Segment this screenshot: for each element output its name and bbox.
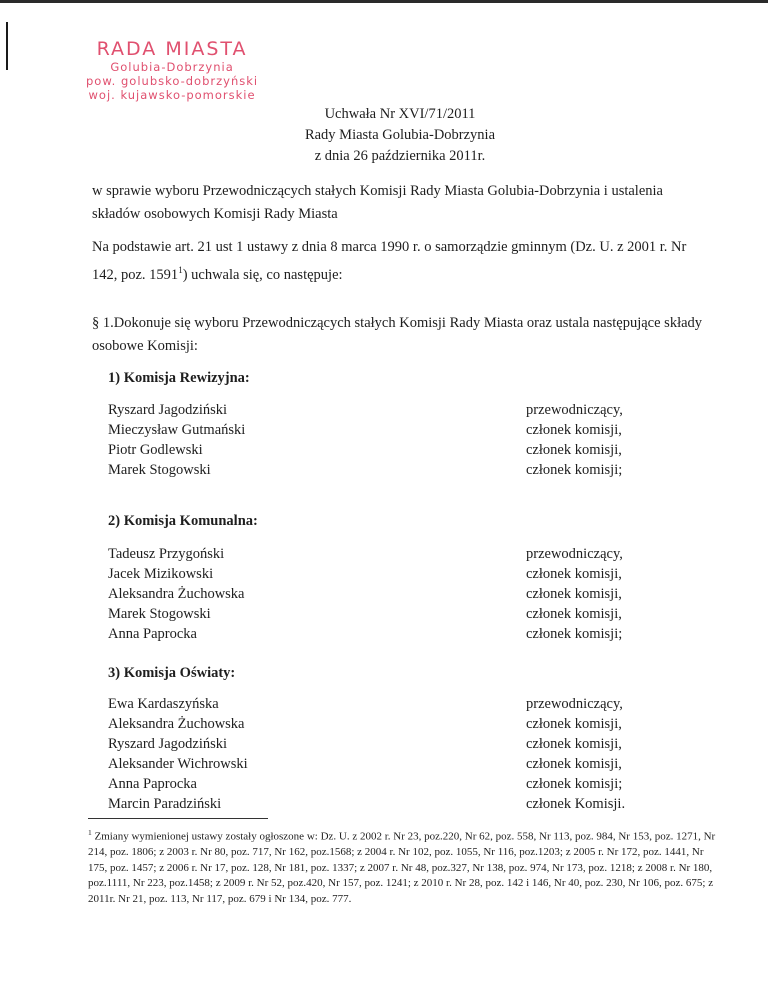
member-row <box>108 774 638 794</box>
committee-title-education: 3) Komisja Oświaty: <box>108 665 236 681</box>
member-name: Marcin Paradziński <box>108 796 222 812</box>
member-row <box>108 440 638 460</box>
member-name: Aleksander Wichrowski <box>108 756 248 772</box>
member-name: Piotr Godlewski <box>108 442 203 458</box>
stamp-title: RADA MIASTA <box>96 38 248 60</box>
paragraph-1: § 1.Dokonuje się wyboru Przewodniczących stałych Komisji Rady Miasta oraz ustala następujące składy osobowe Komisji: <box>92 315 703 354</box>
member-role: przewodniczący, <box>526 546 623 562</box>
legal-basis-tail: ) uchwala się, co następuje: <box>182 266 343 283</box>
member-role: członek komisji; <box>526 462 623 478</box>
member-row <box>108 714 638 734</box>
committee-members-communal <box>108 544 638 644</box>
member-row <box>108 604 638 624</box>
resolution-heading <box>0 104 768 167</box>
member-name: Anna Paprocka <box>108 776 197 792</box>
member-row <box>108 460 638 480</box>
resolution-issuer: Rady Miasta Golubia-Dobrzynia <box>304 127 496 143</box>
member-row <box>108 584 638 604</box>
member-row <box>108 624 638 644</box>
legal-basis-text: Na podstawie art. 21 ust 1 ustawy z dnia 8 marca 1990 r. o samorządzie gminnym (Dz. U. z 2001 r. Nr 142, poz. 1591 <box>92 239 687 283</box>
legal-basis <box>92 236 712 287</box>
member-row <box>108 564 638 584</box>
council-stamp <box>86 38 258 102</box>
resolution-number: Uchwała Nr XVI/71/2011 <box>324 106 476 122</box>
member-role: członek Komisji. <box>526 796 626 812</box>
member-row <box>108 400 638 420</box>
member-row <box>108 734 638 754</box>
member-name: Aleksandra Żuchowska <box>108 716 245 732</box>
member-row <box>108 544 638 564</box>
resolution-subject: w sprawie wyboru Przewodniczących stałych Komisji Rady Miasta Golubia-Dobrzynia i ustalenia składów osobowych Komisji Rady Miasta <box>92 183 663 222</box>
member-role: członek komisji, <box>526 566 622 582</box>
committee-members-audit <box>108 400 638 480</box>
member-name: Tadeusz Przygoński <box>108 546 225 562</box>
member-name: Anna Paprocka <box>108 626 197 642</box>
stamp-line-city: Golubia-Dobrzynia <box>110 60 234 74</box>
member-role: członek komisji, <box>526 716 622 732</box>
footnote-separator <box>88 818 268 819</box>
member-row <box>108 694 638 714</box>
member-row <box>108 794 638 814</box>
member-role: przewodniczący, <box>526 696 623 712</box>
footnote-reference: 1 <box>178 265 183 275</box>
footnote-text: Zmiany wymienionej ustawy zostały ogłoszone w: Dz. U. z 2002 r. Nr 23, poz.220, Nr 62, poz. 558, Nr 113, poz. 984, Nr 153, poz. 1271, Nr 214, poz. 1806; z 2003 r. Nr 80, poz. 717, Nr 162, poz.1568; z 2004 r. Nr 102, poz. 1055, Nr 116, poz.1203; z 2005 r. Nr 172, poz. 1441, Nr 175, poz. 1457; z 2006 r. Nr 17, poz. 128, Nr 181, poz. 1337; z 2007 r. Nr 48, poz.327, Nr 138, poz. 974, Nr 173, poz. 1218; z 2008 r. Nr 180, poz.1111, Nr 223, poz.1458; z 2009 r. Nr 52, poz.420, Nr 157, poz. 1241; z 2010 r. Nr 28, poz. 142 i 146, Nr 40, poz. 230, Nr 106, poz. 675; z 2011r. Nr 21, poz. 113, Nr 117, poz. 679 i Nr 134, poz. 777. <box>88 830 716 905</box>
member-role: członek komisji, <box>526 586 622 602</box>
resolution-date: z dnia 26 października 2011r. <box>314 148 486 164</box>
member-name: Marek Stogowski <box>108 606 211 622</box>
member-name: Ewa Kardaszyńska <box>108 696 219 712</box>
member-role: przewodniczący, <box>526 402 623 418</box>
member-role: członek komisji; <box>526 626 623 642</box>
member-name: Ryszard Jagodziński <box>108 402 228 418</box>
member-name: Aleksandra Żuchowska <box>108 586 245 602</box>
committee-title-communal: 2) Komisja Komunalna: <box>108 513 258 529</box>
member-role: członek komisji, <box>526 442 622 458</box>
member-name: Jacek Mizikowski <box>108 566 214 582</box>
member-row <box>108 420 638 440</box>
member-name: Marek Stogowski <box>108 462 211 478</box>
member-role: członek komisji, <box>526 736 622 752</box>
footnote <box>88 825 716 907</box>
stamp-line-voivodeship: woj. kujawsko-pomorskie <box>88 88 256 102</box>
member-name: Ryszard Jagodziński <box>108 736 228 752</box>
member-name: Mieczysław Gutmański <box>108 422 246 438</box>
member-role: członek komisji, <box>526 606 622 622</box>
stamp-line-county: pow. golubsko-dobrzyński <box>86 74 259 88</box>
committee-members-education <box>108 694 638 814</box>
footnote-marker: 1 <box>88 828 92 837</box>
margin-mark <box>6 22 8 70</box>
committee-title-audit: 1) Komisja Rewizyjna: <box>108 370 250 386</box>
page-top-edge <box>0 0 768 3</box>
member-row <box>108 754 638 774</box>
member-role: członek komisji, <box>526 422 622 438</box>
member-role: członek komisji, <box>526 756 622 772</box>
member-role: członek komisji; <box>526 776 623 792</box>
